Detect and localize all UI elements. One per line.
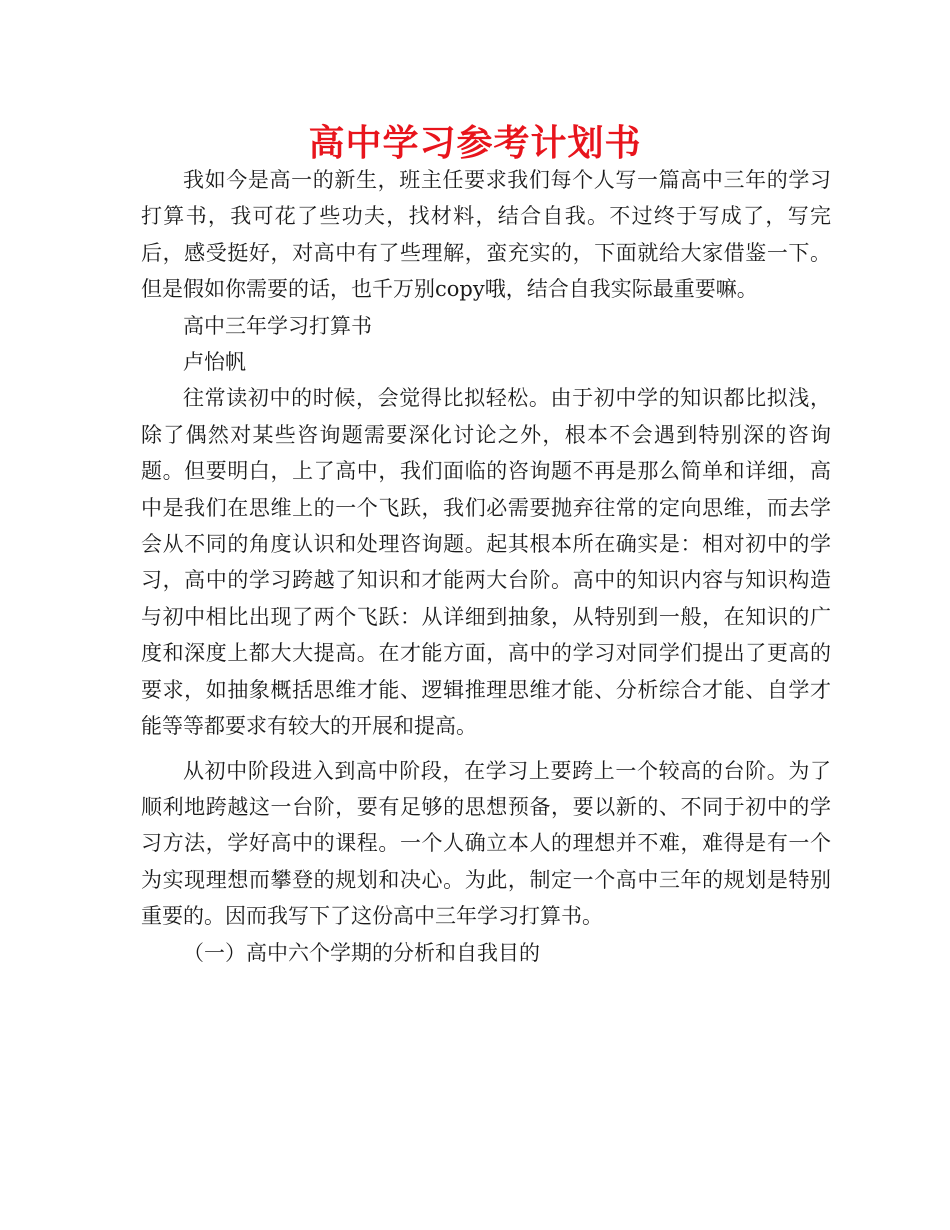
body-paragraph: 往常读初中的时候，会觉得比拟轻松。由于初中学的知识都比拟浅，除了偶然对某些咨询题需要深化讨论之外，根本不会遇到特别深的咨询题。但要明白，上了高中，我们面临的咨询题不再是那么简单和详细，高中是我们在思维上的一个飞跃，我们必需要抛弃往常的定向思维，而去学会从不同的角度认识和处理咨询题。起其根本所在确实是：相对初中的学习，高中的学习跨越了知识和才能两大台阶。高中的知识内容与知识构造与初中相比出现了两个飞跃：从详细到抽象，从特别到一般，在知识的广度和深度上都大大提高。在才能方面，高中的学习对同学们提出了更高的要求，如抽象概括思维才能、逻辑推理思维才能、分析综合才能、自学才能等等都要求有较大的开展和提高。 xyxy=(141,386,831,739)
intro-paragraph: 我如今是高一的新生，班主任要求我们每个人写一篇高中三年的学习打算书，我可花了些功夫，找材料，结合自我。不过终于写成了，写完后，感受挺好，对高中有了些理解，蛮充实的，下面就给大家借鉴一下。但是假如你需要的话，也千万别copy哦，结合自我实际最重要嘛。 xyxy=(141,168,831,302)
author-name: 卢怡帆 xyxy=(183,350,246,375)
document-body xyxy=(141,162,831,971)
document-title: 高中学习参考计划书 xyxy=(308,123,642,164)
plan-heading: 高中三年学习打算书 xyxy=(183,313,372,338)
section-heading: （一）高中六个学期的分析和自我目的 xyxy=(183,940,540,965)
body-paragraph: 从初中阶段进入到高中阶段，在学习上要跨上一个较高的台阶。为了顺利地跨越这一台阶，要有足够的思想预备，要以新的、不同于初中的学习方法，学好高中的课程。一个人确立本人的理想并不难，难得是有一个为实现理想而攀登的规划和决心。为此，制定一个高中三年的规划是特别重要的。因而我写下了这份高中三年学习打算书。 xyxy=(141,758,831,929)
